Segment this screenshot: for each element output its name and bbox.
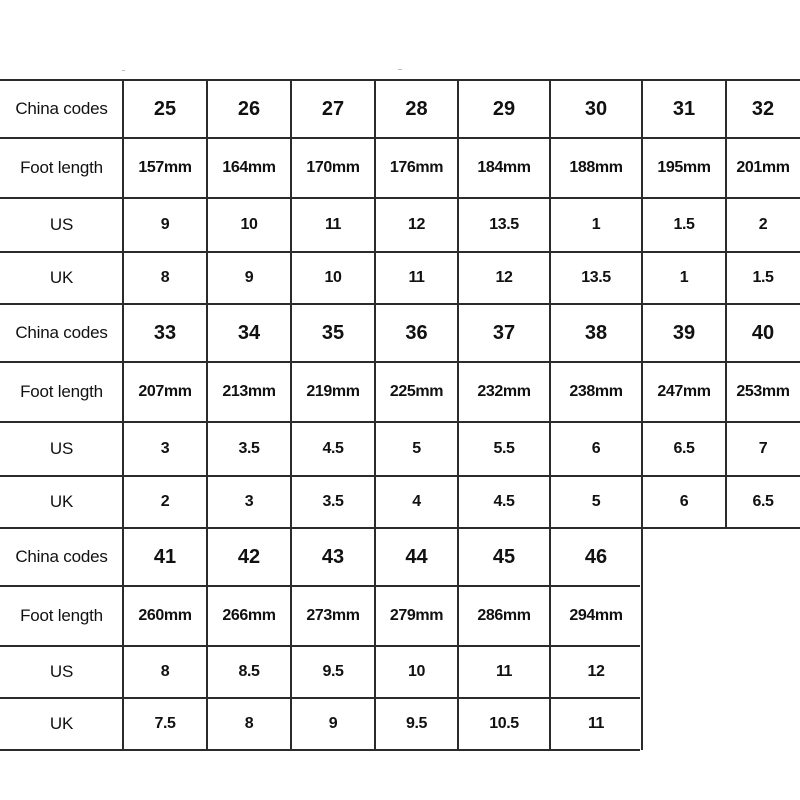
china-code-cell: 43 <box>321 545 345 568</box>
uk-value-cell: 9 <box>244 269 254 286</box>
scan-speck <box>122 70 125 71</box>
us-value-cell: 3.5 <box>238 440 260 457</box>
china-code-cell: 35 <box>321 321 345 344</box>
row-label-us: US <box>49 439 74 458</box>
us-value-cell: 9.5 <box>322 663 344 680</box>
foot-length-value-cell: 201mm <box>736 159 790 176</box>
uk-value-cell: 10.5 <box>489 715 519 732</box>
us-value-cell: 5.5 <box>493 440 515 457</box>
uk-value-cell: 10 <box>324 269 342 286</box>
uk-value-cell: 1.5 <box>752 269 774 286</box>
us-value-cell: 6 <box>591 440 601 457</box>
us-value-cell: 6.5 <box>673 440 695 457</box>
foot-length-value-cell: 232mm <box>477 383 531 400</box>
china-code-cell: 44 <box>405 545 428 568</box>
us-value-cell: 9 <box>160 216 170 233</box>
uk-value-cell: 4 <box>412 493 421 510</box>
china-code-cell: 45 <box>492 545 516 568</box>
foot-length-value-cell: 266mm <box>222 607 276 624</box>
us-value-cell: 1 <box>591 216 601 233</box>
row-label-uk: UK <box>49 492 74 511</box>
foot-length-value-cell: 188mm <box>569 159 623 176</box>
us-value-cell: 12 <box>587 663 605 680</box>
row-label-us: US <box>49 662 74 681</box>
scan-speck <box>398 69 402 70</box>
foot-length-value-cell: 286mm <box>477 607 531 624</box>
foot-length-value-cell: 260mm <box>138 607 192 624</box>
uk-value-cell: 13.5 <box>581 269 611 286</box>
foot-length-value-cell: 176mm <box>389 159 444 176</box>
uk-value-cell: 2 <box>160 493 170 510</box>
foot-length-value-cell: 225mm <box>389 383 444 400</box>
uk-value-cell: 4.5 <box>493 493 515 510</box>
uk-value-cell: 12 <box>495 269 513 286</box>
china-code-cell: 29 <box>492 97 516 120</box>
row-label-foot-length: Foot length <box>20 382 103 401</box>
foot-length-value-cell: 219mm <box>306 383 360 400</box>
row-label-china-codes: China codes <box>15 547 108 566</box>
us-value-cell: 13.5 <box>489 216 519 233</box>
row-label-china-codes: China codes <box>15 99 108 118</box>
china-code-cell: 33 <box>153 321 177 344</box>
china-code-cell: 31 <box>672 97 696 120</box>
uk-value-cell: 6.5 <box>752 493 774 510</box>
uk-value-cell: 8 <box>244 715 254 732</box>
us-value-cell: 10 <box>240 216 258 233</box>
foot-length-value-cell: 164mm <box>222 159 276 176</box>
uk-value-cell: 9 <box>328 715 338 732</box>
row-label-foot-length: Foot length <box>20 158 103 177</box>
uk-value-cell: 11 <box>408 269 425 286</box>
foot-length-value-cell: 213mm <box>222 383 276 400</box>
uk-value-cell: 8 <box>160 269 170 286</box>
uk-value-cell: 5 <box>591 493 601 510</box>
foot-length-value-cell: 184mm <box>477 159 531 176</box>
foot-length-value-cell: 195mm <box>657 159 711 176</box>
foot-length-value-cell: 247mm <box>657 383 711 400</box>
uk-value-cell: 1 <box>679 269 689 286</box>
row-label-uk: UK <box>49 714 74 733</box>
foot-length-value-cell: 207mm <box>138 383 192 400</box>
us-value-cell: 11 <box>324 216 342 233</box>
us-value-cell: 11 <box>495 663 513 680</box>
us-value-cell: 5 <box>412 440 421 457</box>
china-code-cell: 41 <box>153 545 177 568</box>
china-code-cell: 39 <box>672 321 696 344</box>
uk-value-cell: 3 <box>244 493 254 510</box>
us-value-cell: 1.5 <box>673 216 695 233</box>
row-label-china-codes: China codes <box>15 323 108 342</box>
china-code-cell: 37 <box>492 321 516 344</box>
china-code-cell: 46 <box>584 545 608 568</box>
foot-length-value-cell: 273mm <box>306 607 360 624</box>
china-code-cell: 42 <box>237 545 261 568</box>
china-code-cell: 40 <box>751 321 775 344</box>
us-value-cell: 4.5 <box>322 440 344 457</box>
china-code-cell: 27 <box>321 97 345 120</box>
china-code-cell: 25 <box>153 97 177 120</box>
foot-length-value-cell: 294mm <box>569 607 623 624</box>
foot-length-value-cell: 238mm <box>569 383 623 400</box>
uk-value-cell: 9.5 <box>405 715 428 732</box>
china-code-cell: 38 <box>584 321 608 344</box>
us-value-cell: 7 <box>758 440 768 457</box>
us-value-cell: 3 <box>160 440 170 457</box>
us-value-cell: 8.5 <box>238 663 260 680</box>
china-code-cell: 28 <box>405 97 428 120</box>
us-value-cell: 10 <box>408 663 425 680</box>
uk-value-cell: 3.5 <box>322 493 344 510</box>
us-value-cell: 12 <box>408 216 425 233</box>
china-code-cell: 32 <box>751 97 775 120</box>
row-label-uk: UK <box>49 268 74 287</box>
uk-value-cell: 11 <box>587 715 605 732</box>
us-value-cell: 2 <box>758 216 768 233</box>
uk-value-cell: 7.5 <box>154 715 176 732</box>
foot-length-value-cell: 170mm <box>306 159 360 176</box>
us-value-cell: 8 <box>160 663 170 680</box>
china-code-cell: 30 <box>584 97 608 120</box>
row-label-us: US <box>49 215 74 234</box>
foot-length-value-cell: 157mm <box>138 159 192 176</box>
foot-length-value-cell: 253mm <box>736 383 790 400</box>
row-label-foot-length: Foot length <box>20 606 103 625</box>
china-code-cell: 34 <box>237 321 261 344</box>
china-code-cell: 36 <box>405 321 428 344</box>
foot-length-value-cell: 279mm <box>389 607 444 624</box>
uk-value-cell: 6 <box>679 493 689 510</box>
china-code-cell: 26 <box>237 97 261 120</box>
